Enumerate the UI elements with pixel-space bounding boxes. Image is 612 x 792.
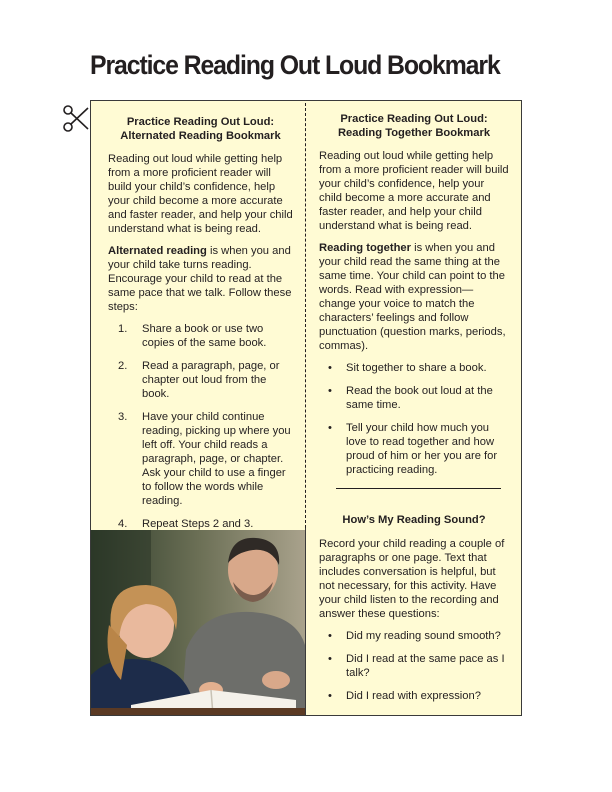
bullet: • <box>328 653 332 665</box>
cut-line-lower <box>305 528 306 716</box>
scissors-icon <box>62 102 90 136</box>
tip-text: Tell your child how much you love to read together and how proud of him or her you are for practicing reading. <box>346 422 498 476</box>
question-text: Did I read at the same pace as I talk? <box>346 653 505 679</box>
bullet: • <box>328 362 332 374</box>
list-item <box>319 421 509 477</box>
page-title: Practice Reading Out Loud Bookmark <box>90 50 500 80</box>
term: Reading together <box>319 242 411 254</box>
questions-list <box>319 629 509 703</box>
tip-text: Read the book out loud at the same time. <box>346 385 493 411</box>
term-description: is when you and your child read the same thing at the same time. Your child can point to the words. Read with expression—change your voice to match the characters’ feelings and follow punctuation (question marks, periods, commas). <box>319 242 506 352</box>
question-text: Did my reading sound smooth? <box>346 630 501 642</box>
term-description: is when you and your child take turns reading. Encourage your child to read at the same pace that we talk. Follow these steps: <box>108 245 292 313</box>
definition-paragraph <box>319 241 509 353</box>
question-text: Did I read with expression? <box>346 690 481 702</box>
alternated-reading-bookmark <box>108 115 293 540</box>
intro-paragraph: Reading out loud while getting help from a more proficient reader will build your child’s confidence, help your child become a more accurate and faster reader, and help your child understand what is being read. <box>319 150 509 232</box>
list-item <box>118 410 293 508</box>
section-heading: How’s My Reading Sound? <box>342 514 486 526</box>
bullet: • <box>328 422 332 434</box>
bookmark-title-line1: Practice Reading Out Loud: <box>340 113 488 125</box>
term: Alternated reading <box>108 245 207 257</box>
parent-child-reading-photo <box>91 530 305 715</box>
step-number: 2. <box>118 360 128 372</box>
bookmark-title-line2: Reading Together Bookmark <box>337 127 491 139</box>
list-item <box>118 517 293 531</box>
step-text: Repeat Steps 2 and 3. <box>142 518 254 530</box>
reading-together-bookmark <box>319 112 509 486</box>
step-number: 4. <box>118 518 128 530</box>
tip-text: Sit together to share a book. <box>346 362 487 374</box>
step-number: 3. <box>118 411 128 423</box>
list-item <box>319 384 509 412</box>
bullet: • <box>328 690 332 702</box>
cut-line <box>305 103 306 528</box>
reading-sound-section <box>319 537 509 712</box>
step-number: 1. <box>118 323 128 335</box>
bookmark-title-line2: Alternated Reading Bookmark <box>120 130 281 142</box>
definition-paragraph <box>108 244 293 314</box>
bullet: • <box>328 630 332 642</box>
step-text: Have your child continue reading, picking up where you left off. Your child reads a paragraph, page, or chapter. Ask your child to use a finger to follow the words while reading. <box>142 411 291 507</box>
section-divider <box>336 488 501 489</box>
list-item <box>319 629 509 643</box>
list-item <box>319 652 509 680</box>
step-text: Share a book or use two copies of the same book. <box>142 323 267 349</box>
bookmark-title-line1: Practice Reading Out Loud: <box>126 116 275 128</box>
list-item <box>118 359 293 401</box>
list-item <box>319 689 509 703</box>
step-text: Read a paragraph, page, or chapter out loud from the book. <box>142 360 280 400</box>
bullet: • <box>328 385 332 397</box>
tips-list <box>319 361 509 477</box>
list-item <box>118 322 293 350</box>
intro-paragraph: Reading out loud while getting help from a more proficient reader will build your child’s confidence, help your child become a more accurate and faster reader, and help your child understand what is being read. <box>108 153 293 235</box>
section-paragraph: Record your child reading a couple of paragraphs or one page. Text that includes conversation is helpful, but not necessary, for this activity. Have your child listen to the recording and answer these questions: <box>319 538 505 620</box>
bookmark-title <box>319 112 509 140</box>
bookmark-title <box>108 115 293 143</box>
steps-list <box>108 322 293 531</box>
list-item <box>319 361 509 375</box>
